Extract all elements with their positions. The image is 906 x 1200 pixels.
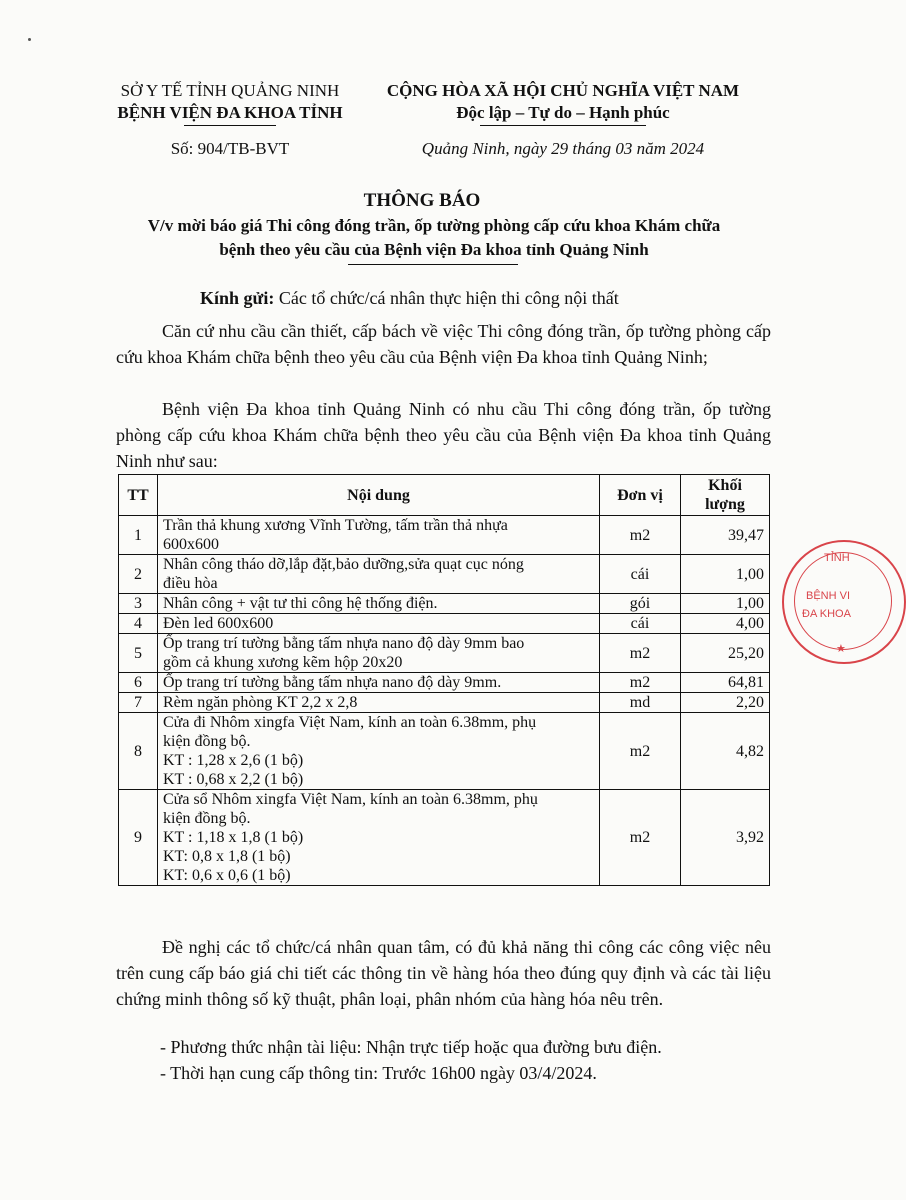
cell-tt: 2: [119, 555, 158, 594]
cell-content: [158, 693, 600, 713]
cell-quantity: 64,81: [681, 673, 770, 693]
stamp-text-1: TỈNH: [824, 552, 850, 564]
official-stamp: [782, 540, 906, 664]
table-row: [119, 673, 770, 693]
content-line: Đèn led 600x600: [163, 615, 274, 632]
hospital-underline: [184, 125, 276, 126]
notice-subject: [96, 214, 772, 262]
notice-title: THÔNG BÁO: [363, 190, 481, 211]
cell-tt: 3: [119, 594, 158, 614]
content-line: kiện đồng bộ.: [163, 810, 251, 827]
content-line: 600x600: [163, 536, 219, 553]
issuing-authority: [96, 80, 364, 160]
content-line: Rèm ngăn phòng KT 2,2 x 2,8: [163, 694, 358, 711]
cell-tt: 7: [119, 693, 158, 713]
place-date: Quảng Ninh, ngày 29 tháng 03 năm 2024: [421, 139, 705, 158]
stamp-star-icon: ★: [836, 643, 846, 655]
cell-quantity: 39,47: [681, 516, 770, 555]
cell-quantity: 1,00: [681, 555, 770, 594]
document-number: Số: 904/TB-BVT: [170, 139, 290, 158]
stamp-text-2: BỆNH VI: [806, 590, 851, 602]
table-row: [119, 634, 770, 673]
cell-unit: m2: [600, 634, 681, 673]
scan-mark: [28, 38, 31, 41]
content-line: Trần thả khung xương Vĩnh Tường, tấm trần thả nhựa: [163, 517, 508, 534]
cell-quantity: 25,20: [681, 634, 770, 673]
cell-tt: 9: [119, 790, 158, 886]
cell-tt: 1: [119, 516, 158, 555]
content-line: KT : 1,18 x 1,8 (1 bộ): [163, 829, 304, 846]
cell-content: [158, 634, 600, 673]
paragraph-request: Đề nghị các tổ chức/cá nhân quan tâm, có đủ khả năng thi công các công việc nêu trên cung cấp báo giá chi tiết các thông tin về hàng hóa theo đúng quy định và các tài liệu chứng minh thông số kỹ thuật, phân loại, phân nhóm của hàng hóa nêu trên.: [116, 937, 771, 1009]
republic-name: CỘNG HÒA XÃ HỘI CHỦ NGHĨA VIỆT NAM: [386, 81, 740, 100]
content-line: Cửa đi Nhôm xingfa Việt Nam, kính an toàn 6.38mm, phụ: [163, 714, 537, 731]
department-name: SỞ Y TẾ TỈNH QUẢNG NINH: [120, 81, 340, 100]
table-row: [119, 614, 770, 634]
stamp-text-3: ĐA KHOA: [802, 608, 851, 620]
content-line: gồm cả khung xương kẽm hộp 20x20: [163, 654, 403, 671]
national-header: [360, 80, 766, 160]
cell-unit: m2: [600, 516, 681, 555]
recipient-line: [200, 286, 619, 310]
cell-unit: m2: [600, 713, 681, 790]
header-tt: TT: [119, 475, 158, 516]
cell-unit: m2: [600, 790, 681, 886]
cell-content: [158, 614, 600, 634]
bullet-receipt-method: - Phương thức nhận tài liệu: Nhận trực tiếp hoặc qua đường bưu điện.: [160, 1037, 662, 1057]
bullet-list: [160, 1034, 662, 1086]
cell-content: [158, 790, 600, 886]
content-line: Cửa sổ Nhôm xingfa Việt Nam, kính an toàn 6.38mm, phụ: [163, 791, 538, 808]
table-row: [119, 516, 770, 555]
content-line: kiện đồng bộ.: [163, 733, 251, 750]
cell-content: [158, 555, 600, 594]
cell-quantity: 2,20: [681, 693, 770, 713]
cell-tt: 5: [119, 634, 158, 673]
cell-quantity: 4,00: [681, 614, 770, 634]
items-table: [118, 474, 770, 886]
recipient-label: Kính gửi:: [200, 288, 275, 308]
cell-content: [158, 516, 600, 555]
header-quantity-line-1: Khối: [708, 477, 742, 494]
subject-line-2: bệnh theo yêu cầu của Bệnh viện Đa khoa tỉnh Quảng Ninh: [219, 240, 649, 259]
cell-quantity: 3,92: [681, 790, 770, 886]
table-row: [119, 693, 770, 713]
table-row: [119, 790, 770, 886]
cell-tt: 8: [119, 713, 158, 790]
motto-underline: [480, 125, 646, 126]
table-body: [119, 516, 770, 886]
cell-unit: m2: [600, 673, 681, 693]
subject-underline: [348, 264, 518, 265]
cell-content: [158, 673, 600, 693]
cell-content: [158, 713, 600, 790]
paragraph-demand: Bệnh viện Đa khoa tỉnh Quảng Ninh có nhu cầu Thi công đóng trần, ốp tường phòng cấp cứu khoa Khám chữa bệnh theo yêu cầu của Bệnh viện Đa khoa tỉnh Quảng Ninh như sau:: [116, 399, 771, 471]
cell-unit: cái: [600, 614, 681, 634]
bullet-deadline: - Thời hạn cung cấp thông tin: Trước 16h00 ngày 03/4/2024.: [160, 1063, 597, 1083]
content-line: KT : 1,28 x 2,6 (1 bộ): [163, 752, 304, 769]
table-header-row: [119, 475, 770, 516]
content-line: điều hòa: [163, 575, 218, 592]
cell-unit: md: [600, 693, 681, 713]
cell-quantity: 4,82: [681, 713, 770, 790]
cell-content: [158, 594, 600, 614]
header-quantity: [681, 475, 770, 516]
cell-unit: cái: [600, 555, 681, 594]
table-row: [119, 594, 770, 614]
recipient-value: Các tổ chức/cá nhân thực hiện thi công nội thất: [278, 288, 619, 308]
content-line: Ốp trang trí tường bằng tấm nhựa nano độ dày 9mm.: [163, 674, 502, 691]
header-unit: Đơn vị: [600, 475, 681, 516]
content-line: Nhân công tháo dỡ,lắp đặt,bảo dưỡng,sửa quạt cục nóng: [163, 556, 524, 573]
content-line: Ốp trang trí tường bằng tấm nhựa nano độ dày 9mm bao: [163, 635, 525, 652]
cell-unit: gói: [600, 594, 681, 614]
national-motto: Độc lập – Tự do – Hạnh phúc: [456, 103, 670, 122]
subject-line-1: V/v mời báo giá Thi công đóng trần, ốp tường phòng cấp cứu khoa Khám chữa: [147, 216, 721, 235]
header-quantity-line-2: lượng: [705, 496, 745, 513]
cell-tt: 6: [119, 673, 158, 693]
content-line: KT : 0,68 x 2,2 (1 bộ): [163, 771, 304, 788]
content-line: Nhân công + vật tư thi công hệ thống điện.: [163, 595, 438, 612]
content-line: KT: 0,8 x 1,8 (1 bộ): [163, 848, 291, 865]
content-line: KT: 0,6 x 0,6 (1 bộ): [163, 867, 291, 884]
table-row: [119, 713, 770, 790]
cell-quantity: 1,00: [681, 594, 770, 614]
paragraph-basis: Căn cứ nhu cầu cần thiết, cấp bách về việc Thi công đóng trần, ốp tường phòng cấp cứu khoa Khám chữa bệnh theo yêu cầu của Bệnh viện Đa khoa tỉnh Quảng Ninh;: [116, 321, 771, 367]
cell-tt: 4: [119, 614, 158, 634]
hospital-name: BỆNH VIỆN ĐA KHOA TỈNH: [117, 103, 343, 122]
table-row: [119, 555, 770, 594]
header-content: Nội dung: [158, 475, 600, 516]
